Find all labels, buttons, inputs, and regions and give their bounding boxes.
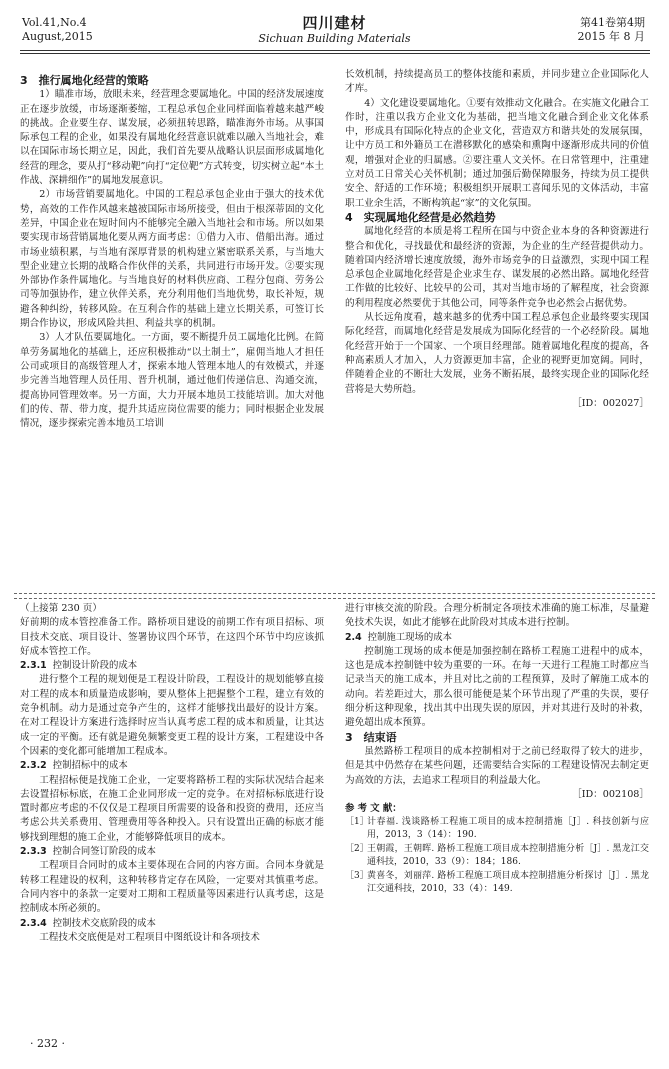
paragraph: 工程项目合同时的成本主要体现在合同的内容方面。合同本身就是转移工程建设的权利，这种转移肯定存在风险，一定要对其慎重考虑。合同内容中的条款一定要对工期和工程质量等因素进行认真考虑，这是控制成本所必须的。: [20, 860, 324, 915]
subsection-heading: [20, 845, 324, 859]
top-right-column: [345, 68, 649, 411]
paragraph: 虽然路桥工程项目的成本控制相对于之前已经取得了较大的进步，但是其中仍然存在某些问题，还需要结合实际的工程建设情况去制定更为高效的方法，去追求工程项目的利益最大化。: [345, 745, 649, 786]
header-right: [578, 16, 645, 44]
bottom-right-column: [345, 602, 649, 897]
journal-title-en: Sichuan Building Materials: [258, 32, 411, 45]
paragraph: 进行整个工程的规划便是工程设计阶段，工程设计的规划能够直接对工程的成本和质量造成影响，要从整体上把握整个工程，建立有效的竞争机制。动力是通过竞争产生的，这样才能够找出最好的设计方案。在对工程设计方案进行选择时应当认真考虑工程的成本和质量，让其达成一定的平衡。还有就是避免频繁变更工程的设计方案，工程建设中各个因素的变化都可能增加工程成本。: [20, 674, 324, 757]
paragraph: 长效机制，持续提高员工的整体技能和素质，并同步建立企业国际化人才库。: [345, 69, 649, 95]
section-heading: 3 结束语: [345, 730, 397, 744]
bottom-left-column: [20, 602, 324, 945]
reference-text: 王朝霞，王朝晖. 路桥工程施工项目成本控制措施分析［J］. 黑龙江交通科技，2010，33（9）：184；186.: [367, 844, 649, 868]
subsection-title: 控制施工现场的成本: [367, 631, 452, 643]
paragraph: 1）瞄准市场，放眼未来，经营理念要属地化。中国的经济发展速度正在逐步放缓，市场逐渐萎缩，工程总承包企业同样面临着越来越严峻的挑战。企业要生存、谋发展，必须扭转思路，瞄准海外市场。从事国际承包工程的企业，如果没有属地化经营意识就难以融入当地社会，难以在国际市场长期立足，因此，我们首先要从战略认识层面形成属地化经营的理念，要从打“移动靶”向打“定位靶”方式转变，切实树立起“本土作战、深耕细作”的属地发展意识。: [20, 89, 324, 187]
reference-item: [345, 870, 649, 896]
subsection-number: 2.3.3: [20, 846, 47, 858]
section-heading: 4 实现属地化经营是必然趋势: [345, 210, 496, 224]
paragraph: 属地化经营的本质是将工程所在国与中资企业本身的各种资源进行整合和优化，寻找最优和最经济的资源，为企业的生产经营提供动力。随着国内经济增长速度放缓，海外市场竞争的日益激烈，实现中国工程总承包企业属地化经营是企业求生存、谋发展的必然出路。属地化经营工作做的比较好、比较早的公司，其对当地市场的了解程度，社会资源的利用程度必然要优于其他公司，同等条件竞争也必然会占据优势。: [345, 226, 649, 309]
continuation-note: （上接第 230 页）: [20, 603, 102, 614]
subsection-number: 2.4: [345, 631, 362, 643]
subsection-number: 2.3.1: [20, 660, 47, 672]
paragraph: 好前期的成本管控准备工作。路桥项目建设的前期工作有项目招标、项目技术交底、项目设计、签署协议四个环节，在这四个环节中均应该抓好成本管控工作。: [20, 617, 324, 657]
subsection-heading: [20, 659, 324, 673]
reference-item: [345, 816, 649, 842]
issue-label-cn: 第41卷第4期: [580, 16, 645, 29]
reference-text: 黄喜冬，刘丽萍. 路桥工程施工项目成本控制措施分析探讨［J］. 黑龙江交通科技，2010，33（4）：149.: [367, 871, 649, 895]
paragraph: 进行审核交流的阶段。合理分析制定各项技术准确的施工标准，尽量避免技术失误，如此才能够在此阶段对其成本进行控制。: [345, 603, 649, 629]
references-heading: 参 考 文 献：: [345, 803, 402, 815]
subsection-title: 控制技术交底阶段的成本: [52, 917, 156, 929]
subsection-title: 控制设计阶段的成本: [52, 660, 138, 672]
subsection-title: 控制招标中的成本: [52, 760, 128, 772]
paragraph: 工程招标便是找施工企业，一定要将路桥工程的实际状况结合起来去设置招标标底，在施工企业同形成一定的竞争。在对招标标底进行设置时都应考虑的不仅仅是工程项目所需要的设备和投资的费用，还应当考虑公共关系费用、管理费用等各种投入。只有设置出正确的标底才能够找到理想的施工企业，才能够降低项目的成本。: [20, 774, 324, 843]
paragraph: 4）文化建设要属地化。①要有效推动文化融合。在实施文化融合工作时，注重以我方企业文化为基础，把当地文化融合到企业文化体系中，形成具有国际化特点的企业文化，营造双方和谐共处的发展氛围，让中方员工和外籍员工在潜移默化的感染和熏陶中逐渐形成共同的价值观，增强对企业的归属感。②要注重人文关怀。在日常管理中，注重建立对员工日常关心关怀机制；通过加强后勤保障服务，持续为员工提供安全、舒适的工作环境；积极组织开展职工喜闻乐见的文体活动，丰富职工业余生活，不断构筑起“家”的文化氛围。: [345, 97, 649, 209]
paragraph: 2）市场营销要属地化。中国的工程总承包企业由于强大的技术优势，高效的工作作风越来越被国际市场所接受，但由于根深蒂固的文化差异，中国企业在短时间内不能够完全融入当地社会和市场。所以如果要实现市场营销属地化要从两方面考虑：①借力入市、借船出海。通过市场业绩积累，与当地有深厚背景的机构建立紧密联系关系，与当地大型企业建立长期的战略合作伙伴的关系，共同进行市场开发。②要实现外部协作条件属地化。与当地良好的材料供应商、工程分包商、劳务公司等加强协作，建立伙伴关系，充分利用他们当地优势，取长补短，规避各种纠纷，转移风险。在互利合作的基础上建立长期关系，可签订长期合作协议，形成风险共担、利益共享的机制。: [20, 189, 324, 330]
header-rule: [20, 50, 650, 51]
date-label-cn: 2015 年 8 月: [577, 30, 645, 43]
subsection-number: 2.3.4: [20, 917, 47, 929]
article-id: ［ID：002027］: [572, 397, 649, 409]
journal-title-cn: 四川建材: [302, 14, 367, 32]
journal-brand: [0, 14, 669, 46]
header-rule-thin: [20, 53, 650, 54]
paragraph: 工程技术交底便是对工程项目中图纸设计和各项技术: [39, 931, 260, 943]
paragraph: 控制施工现场的成本便是加强控制在路桥工程施工进程中的成本，这也是成本控制链中较为重要的一环。在每一天进行工程施工时都应当记录当天的施工成本，并且对比之前的工程预算，及时了解施工成本的动向。若差距过大，那么很可能便是某个环节出现了严重的失误，要仔细分析这种现象，找出其中出现失误的原因，并对其进行及时的补救，避免超出成本预算。: [345, 645, 649, 729]
article-separator: [14, 593, 655, 599]
page-number: · 232 ·: [30, 1037, 65, 1050]
top-left-column: [20, 74, 324, 431]
paragraph: 从长远角度看，越来越多的优秀中国工程总承包企业最终要实现国际化经营，而属地化经营是发展成为国际化经营的一个必经阶段。属地化经营开始于一个国家、一个项目经理部。随着属地化程度的提高，各种高素质人才加入，人力资源更加丰富，企业的视野更加宽阔。同时，伴随着企业的不断壮大发展，业务不断拓展，最终实现企业的国际化经营将是大势所趋。: [345, 312, 649, 395]
volume-label: Vol.41,No.4: [22, 16, 87, 29]
date-label: August,2015: [22, 30, 93, 43]
section-heading: 3 推行属地化经营的策略: [20, 74, 149, 87]
subsection-title: 控制合同签订阶段的成本: [52, 846, 156, 858]
subsection-heading: [20, 759, 324, 773]
subsection-number: 2.3.2: [20, 760, 47, 772]
reference-number: ［1］: [345, 817, 369, 828]
page-header: [0, 0, 669, 60]
reference-number: ［3］: [345, 871, 369, 882]
subsection-heading: [20, 917, 324, 931]
reference-item: [345, 843, 649, 869]
paragraph: 3）人才队伍要属地化。一方面，要不断提升员工属地化比例。在简单劳务属地化的基础上，还应积极推动“以土制土”，雇佣当地人才担任公司或项目的高级管理人才，探索本地人管理本地人的有效模式，并逐步完善当地管理人员任用、晋升机制，通过他们传递信息、沟通交流，提高协同管理效率。另一方面，大力开展本地员工技能培训。加大对他们的传、帮、带力度，提升其适应岗位需要的能力；同时根据企业发展情况，逐步探索完善本地员工培训: [20, 332, 324, 430]
article-id: ［ID：002108］: [572, 788, 649, 800]
subsection-heading: [345, 631, 649, 645]
reference-number: ［2］: [345, 844, 369, 855]
reference-text: 计春福. 浅谈路桥工程施工项目的成本控制措施［J］. 科技创新与应用，2013，3（14）：190.: [367, 817, 649, 841]
